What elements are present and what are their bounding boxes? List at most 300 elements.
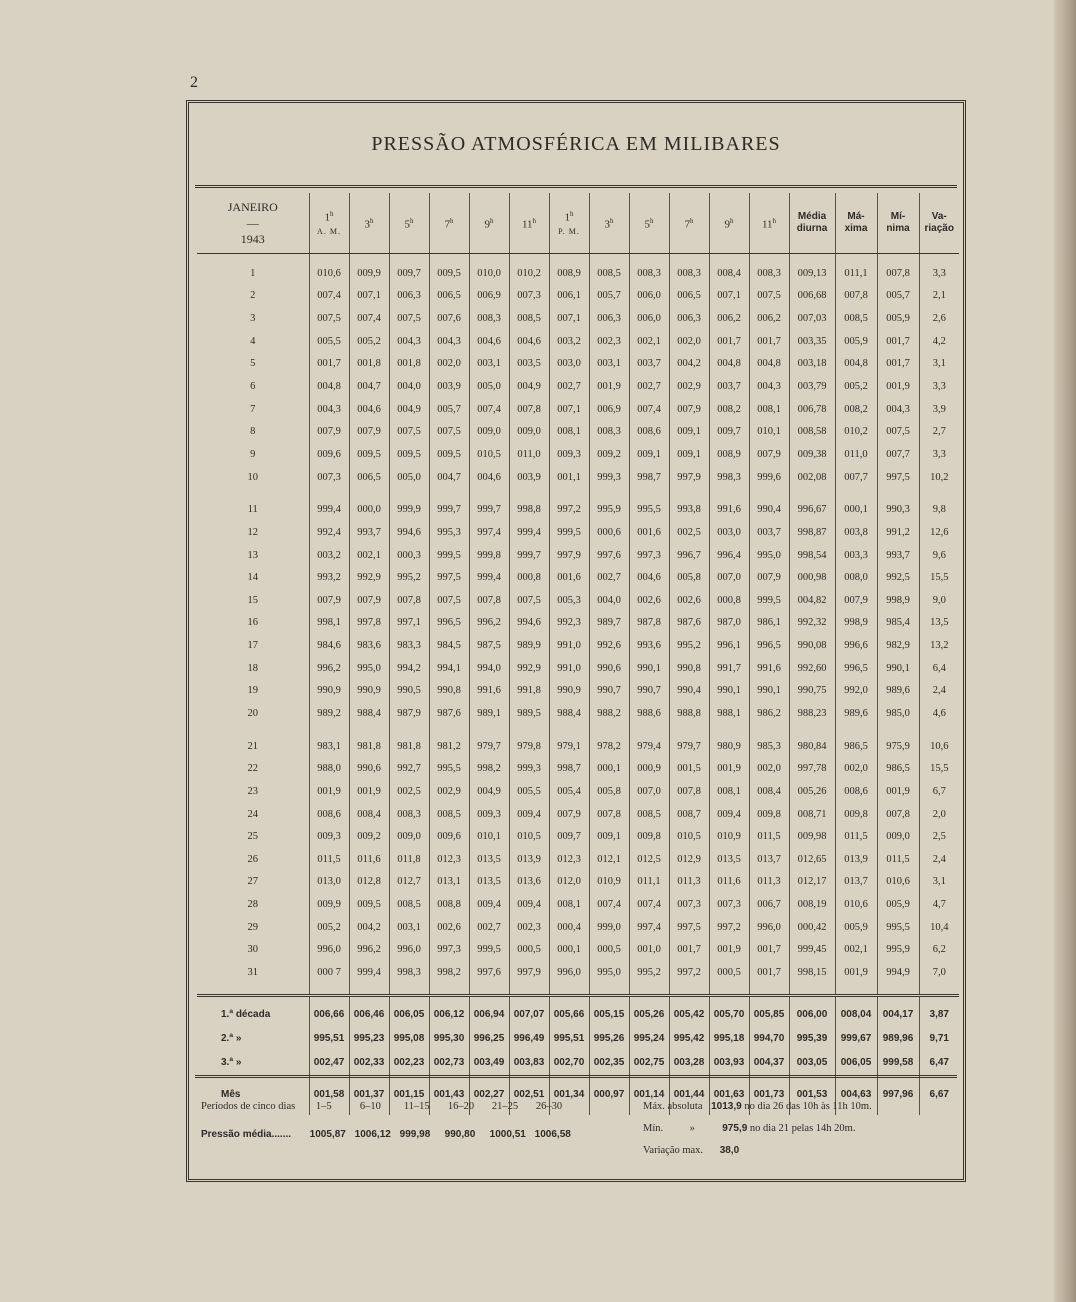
value-cell: 001,7 (877, 353, 919, 376)
table-row (197, 680, 959, 703)
value-cell: 011,6 (349, 848, 389, 871)
value-cell: 980,84 (789, 735, 835, 758)
value-cell: 013,0 (309, 871, 349, 894)
spacer-row (197, 488, 959, 498)
spacer-cell (789, 254, 835, 263)
period-mean: 1006,58 (534, 1129, 571, 1140)
summary-value: 001,58 (309, 1075, 349, 1115)
value-cell: 003,1 (389, 916, 429, 939)
value-cell: 003,1 (589, 353, 629, 376)
day-cell: 3 (250, 313, 256, 325)
value-cell: 993,7 (877, 544, 919, 567)
value-cell: 999,4 (309, 498, 349, 521)
value-cell: 003,7 (709, 375, 749, 398)
value-cell: 010,1 (749, 420, 789, 443)
summary-value: 002,75 (629, 1051, 669, 1075)
value-cell: 008,5 (389, 893, 429, 916)
value-cell: 005,8 (669, 566, 709, 589)
period-mean: 999,98 (399, 1129, 431, 1140)
month-dash: — (246, 216, 259, 230)
value-cell: 006,5 (669, 285, 709, 308)
value-cell: 989,7 (589, 612, 629, 635)
value-cell: 011,5 (877, 848, 919, 871)
value-cell: 008,5 (589, 262, 629, 285)
table-row (197, 916, 959, 939)
value-cell: 998,7 (549, 757, 589, 780)
value-cell: 992,4 (309, 521, 349, 544)
value-cell: 2,6 (919, 307, 959, 330)
period-range: 11–15 (403, 1101, 430, 1112)
value-cell: 005,4 (549, 780, 589, 803)
spacer-cell (589, 488, 629, 498)
day-cell: 1 (250, 267, 256, 279)
day-cell: 21 (247, 740, 258, 752)
minima-label-2: nima (886, 223, 910, 234)
value-cell: 006,2 (749, 307, 789, 330)
spacer-cell (469, 984, 509, 996)
value-cell: 009,5 (349, 443, 389, 466)
value-cell: 010,5 (509, 825, 549, 848)
spacer-cell (309, 254, 349, 263)
value-cell: 999,5 (749, 589, 789, 612)
value-cell: 10,6 (919, 735, 959, 758)
day-cell: 18 (247, 662, 258, 674)
spacer-cell (749, 488, 789, 498)
hour-unit: h (450, 217, 454, 226)
spacer-cell (589, 984, 629, 996)
value-cell: 009,2 (349, 825, 389, 848)
day-cell: 9 (250, 448, 256, 460)
media-header (789, 193, 835, 254)
value-cell: 006,0 (629, 285, 669, 308)
value-cell: 2,5 (919, 825, 959, 848)
value-cell: 013,5 (709, 848, 749, 871)
value-cell: 005,5 (509, 780, 549, 803)
value-cell: 006,0 (629, 307, 669, 330)
table-row (197, 375, 959, 398)
variacao-header (919, 193, 959, 254)
value-cell: 011,1 (835, 262, 877, 285)
value-cell: 991,6 (469, 680, 509, 703)
value-cell: 007,9 (669, 398, 709, 421)
value-cell: 997,5 (429, 566, 469, 589)
value-cell: 990,7 (589, 680, 629, 703)
value-cell: 975,9 (877, 735, 919, 758)
value-cell: 997,78 (789, 757, 835, 780)
value-cell: 000,5 (709, 961, 749, 984)
value-cell: 999,4 (349, 961, 389, 984)
header-row (197, 193, 959, 254)
value-cell: 002,9 (429, 780, 469, 803)
spacer-cell (509, 725, 549, 735)
value-cell: 998,8 (509, 498, 549, 521)
value-cell: 006,5 (349, 466, 389, 489)
value-cell: 001,8 (389, 353, 429, 376)
value-cell: 990,1 (629, 657, 669, 680)
value-cell: 981,2 (429, 735, 469, 758)
value-cell: 989,9 (509, 634, 549, 657)
value-cell: 999,7 (509, 544, 549, 567)
value-cell: 984,6 (309, 634, 349, 657)
value-cell: 987,5 (469, 634, 509, 657)
summary-value: 995,18 (709, 1027, 749, 1051)
value-cell: 013,7 (835, 871, 877, 894)
spacer-cell (309, 725, 349, 735)
value-cell: 988,1 (709, 702, 749, 725)
value-cell: 995,0 (589, 961, 629, 984)
value-cell: 992,6 (589, 634, 629, 657)
value-cell: 006,3 (389, 285, 429, 308)
spacer-cell (919, 984, 959, 996)
value-cell: 994,1 (429, 657, 469, 680)
value-cell: 000,42 (789, 916, 835, 939)
value-cell: 007,8 (877, 803, 919, 826)
value-cell: 997,9 (549, 544, 589, 567)
hour-unit: h (730, 217, 734, 226)
value-cell: 012,0 (549, 871, 589, 894)
value-cell: 991,2 (877, 521, 919, 544)
minima-header (877, 193, 919, 254)
value-cell: 009,3 (549, 443, 589, 466)
spacer-cell (629, 254, 669, 263)
value-cell: 007,0 (629, 780, 669, 803)
value-cell: 002,0 (835, 757, 877, 780)
value-cell: 987,0 (709, 612, 749, 635)
value-cell: 987,8 (629, 612, 669, 635)
value-cell: 979,8 (509, 735, 549, 758)
value-cell: 990,08 (789, 634, 835, 657)
value-cell: 004,8 (835, 353, 877, 376)
value-cell: 002,7 (469, 916, 509, 939)
summary-value: 002,33 (349, 1051, 389, 1075)
value-cell: 995,0 (349, 657, 389, 680)
value-cell: 008,3 (469, 307, 509, 330)
value-cell: 009,2 (589, 443, 629, 466)
summary-row (197, 995, 959, 1027)
summary-value: 001,37 (349, 1075, 389, 1115)
hour-unit: h (570, 210, 574, 219)
table-row (197, 420, 959, 443)
table-row (197, 612, 959, 635)
value-cell: 10,2 (919, 466, 959, 489)
value-cell: 998,87 (789, 521, 835, 544)
value-cell: 005,7 (429, 398, 469, 421)
value-cell: 002,6 (669, 589, 709, 612)
value-cell: 008,9 (549, 262, 589, 285)
table-row (197, 330, 959, 353)
value-cell: 008,3 (389, 803, 429, 826)
value-cell: 995,0 (749, 544, 789, 567)
value-cell: 2,4 (919, 848, 959, 871)
summary-value: 000,97 (589, 1075, 629, 1115)
value-cell: 005,9 (835, 330, 877, 353)
value-cell: 007,8 (469, 589, 509, 612)
value-cell: 7,0 (919, 961, 959, 984)
value-cell: 005,2 (835, 375, 877, 398)
summary-value: 001,15 (389, 1075, 429, 1115)
value-cell: 990,75 (789, 680, 835, 703)
day-cell: 19 (247, 685, 258, 697)
spacer-cell (835, 984, 877, 996)
value-cell: 992,60 (789, 657, 835, 680)
value-cell: 988,0 (309, 757, 349, 780)
value-cell: 008,6 (309, 803, 349, 826)
value-cell: 996,0 (309, 939, 349, 962)
value-cell: 012,3 (549, 848, 589, 871)
day-cell: 4 (250, 335, 256, 347)
spacer-cell (469, 725, 509, 735)
summary-value: 005,70 (709, 995, 749, 1027)
summary-value: 006,46 (349, 995, 389, 1027)
value-cell: 989,2 (309, 702, 349, 725)
value-cell: 2,0 (919, 803, 959, 826)
day-cell: 26 (247, 853, 258, 865)
summary-value: 002,70 (549, 1051, 589, 1075)
day-cell: 12 (247, 526, 258, 538)
value-cell: 007,1 (549, 307, 589, 330)
value-cell: 008,3 (669, 262, 709, 285)
spacer-cell (509, 984, 549, 996)
table-row (197, 262, 959, 285)
value-cell: 993,8 (669, 498, 709, 521)
value-cell: 004,9 (469, 780, 509, 803)
value-cell: 009,3 (469, 803, 509, 826)
summary-value: 002,27 (469, 1075, 509, 1115)
value-cell: 010,2 (835, 420, 877, 443)
value-cell: 999,6 (749, 466, 789, 489)
value-cell: 985,4 (877, 612, 919, 635)
spacer-cell (709, 254, 749, 263)
value-cell: 008,5 (629, 803, 669, 826)
value-cell: 008,58 (789, 420, 835, 443)
value-cell: 008,3 (749, 262, 789, 285)
spacer-cell (835, 488, 877, 498)
value-cell: 992,7 (389, 757, 429, 780)
summary-value: 005,42 (669, 995, 709, 1027)
value-cell: 007,9 (835, 589, 877, 612)
value-cell: 981,8 (389, 735, 429, 758)
spacer-row (197, 984, 959, 996)
value-cell: 999,3 (589, 466, 629, 489)
summary-value: 006,12 (429, 995, 469, 1027)
value-cell: 000,8 (709, 589, 749, 612)
value-cell: 001,7 (309, 353, 349, 376)
page-title: PRESSÃO ATMOSFÉRICA EM MILIBARES (371, 133, 781, 155)
title-divider (195, 185, 957, 188)
value-cell: 001,5 (669, 757, 709, 780)
hour-header-4 (429, 193, 469, 254)
day-cell: 15 (247, 594, 258, 606)
value-cell: 997,2 (669, 961, 709, 984)
table-row (197, 893, 959, 916)
value-cell: 990,8 (669, 657, 709, 680)
day-cell: 22 (247, 763, 258, 775)
value-cell: 009,8 (749, 803, 789, 826)
value-cell: 010,0 (469, 262, 509, 285)
table-row (197, 285, 959, 308)
value-cell: 013,7 (749, 848, 789, 871)
min-value: 975,9 (722, 1123, 748, 1134)
table-row (197, 871, 959, 894)
value-cell: 013,5 (469, 848, 509, 871)
value-cell: 990,7 (629, 680, 669, 703)
spacer-cell (549, 254, 589, 263)
value-cell: 005,9 (877, 893, 919, 916)
value-cell: 003,35 (789, 330, 835, 353)
value-cell: 004,6 (349, 398, 389, 421)
value-cell: 006,9 (589, 398, 629, 421)
day-cell: 23 (247, 785, 258, 797)
day-cell: 17 (247, 640, 258, 652)
value-cell: 000,6 (589, 521, 629, 544)
value-cell: 007,8 (509, 398, 549, 421)
value-cell: 000,1 (589, 757, 629, 780)
value-cell: 6,7 (919, 780, 959, 803)
value-cell: 003,0 (549, 353, 589, 376)
summary-value: 002,35 (589, 1051, 629, 1075)
spacer-cell (197, 488, 309, 498)
value-cell: 001,9 (589, 375, 629, 398)
value-cell: 3,1 (919, 353, 959, 376)
min-detail: no dia 21 pelas 14h 20m. (749, 1123, 856, 1134)
value-cell: 005,2 (349, 330, 389, 353)
value-cell: 997,3 (429, 939, 469, 962)
summary-value: 004,63 (835, 1075, 877, 1115)
summary-value: 001,14 (629, 1075, 669, 1115)
table-row (197, 702, 959, 725)
summary-value: 6,47 (919, 1051, 959, 1075)
value-cell: 002,0 (429, 353, 469, 376)
value-cell: 988,4 (349, 702, 389, 725)
max-absolute-line (643, 1101, 872, 1112)
value-cell: 013,5 (469, 871, 509, 894)
value-cell: 980,9 (709, 735, 749, 758)
value-cell: 996,2 (349, 939, 389, 962)
spacer-cell (919, 725, 959, 735)
value-cell: 009,0 (877, 825, 919, 848)
value-cell: 998,9 (835, 612, 877, 635)
value-cell: 979,7 (469, 735, 509, 758)
value-cell: 001,6 (629, 521, 669, 544)
value-cell: 2,1 (919, 285, 959, 308)
value-cell: 003,9 (429, 375, 469, 398)
value-cell: 990,8 (429, 680, 469, 703)
summary-value: 004,17 (877, 995, 919, 1027)
value-cell: 006,1 (549, 285, 589, 308)
day-cell: 31 (247, 967, 258, 979)
table-row (197, 657, 959, 680)
hour-unit: h (490, 217, 494, 226)
spacer-cell (429, 725, 469, 735)
value-cell: 007,9 (549, 803, 589, 826)
value-cell: 008,8 (429, 893, 469, 916)
value-cell: 001,6 (549, 566, 589, 589)
spacer-cell (629, 488, 669, 498)
value-cell: 001,7 (709, 330, 749, 353)
value-cell: 009,3 (309, 825, 349, 848)
spacer-cell (549, 984, 589, 996)
value-cell: 001,7 (749, 961, 789, 984)
value-cell: 009,1 (629, 443, 669, 466)
value-cell: 008,1 (709, 780, 749, 803)
hour-unit: h (690, 217, 694, 226)
value-cell: 996,2 (309, 657, 349, 680)
value-cell: 999,9 (389, 498, 429, 521)
value-cell: 000,5 (589, 939, 629, 962)
value-cell: 011,5 (835, 825, 877, 848)
value-cell: 008,3 (589, 420, 629, 443)
means-list (310, 1129, 580, 1140)
hour-header-6 (509, 193, 549, 254)
value-cell: 010,5 (669, 825, 709, 848)
value-cell: 998,2 (429, 961, 469, 984)
table-row (197, 521, 959, 544)
value-cell: 996,5 (749, 634, 789, 657)
value-cell: 986,5 (877, 757, 919, 780)
summary-label: Mês (221, 1089, 241, 1101)
table-row (197, 544, 959, 567)
value-cell: 007,5 (749, 285, 789, 308)
summary-value: 001,44 (669, 1075, 709, 1115)
value-cell: 998,54 (789, 544, 835, 567)
value-cell: 990,1 (709, 680, 749, 703)
hour-period: A. M. (317, 226, 341, 236)
hour-number: 3 (364, 218, 370, 231)
value-cell: 000,3 (389, 544, 429, 567)
summary-value: 995,39 (789, 1027, 835, 1051)
hour-number: 3 (604, 218, 610, 231)
month-header (197, 193, 309, 254)
summary-value: 995,26 (589, 1027, 629, 1051)
hour-number: 11 (761, 218, 773, 231)
value-cell: 996,2 (469, 612, 509, 635)
min-label: Mín. (643, 1123, 664, 1134)
value-cell: 007,8 (835, 285, 877, 308)
hour-unit: h (410, 217, 414, 226)
value-cell: 000,8 (509, 566, 549, 589)
max-value: 1013,9 (711, 1101, 742, 1112)
value-cell: 003,0 (709, 521, 749, 544)
period-range: 6–10 (359, 1101, 381, 1112)
period-range: 16–20 (447, 1101, 475, 1112)
value-cell: 002,7 (549, 375, 589, 398)
value-cell: 007,9 (349, 420, 389, 443)
value-cell: 005,26 (789, 780, 835, 803)
value-cell: 009,9 (349, 262, 389, 285)
value-cell: 009,4 (509, 893, 549, 916)
value-cell: 009,7 (549, 825, 589, 848)
value-cell: 012,7 (389, 871, 429, 894)
value-cell: 009,4 (509, 803, 549, 826)
hour-header-12 (749, 193, 789, 254)
value-cell: 005,7 (589, 285, 629, 308)
value-cell: 992,3 (549, 612, 589, 635)
value-cell: 007,5 (877, 420, 919, 443)
value-cell: 004,6 (469, 330, 509, 353)
hour-number: 7 (444, 218, 450, 231)
value-cell: 007,4 (309, 285, 349, 308)
summary-value: 001,53 (789, 1075, 835, 1115)
value-cell: 012,3 (429, 848, 469, 871)
summary-value: 001,34 (549, 1075, 589, 1115)
value-cell: 990,6 (349, 757, 389, 780)
value-cell: 007,4 (349, 307, 389, 330)
value-cell: 997,6 (589, 544, 629, 567)
summary-label: 3.ª » (221, 1057, 242, 1069)
value-cell: 995,5 (629, 498, 669, 521)
value-cell: 004,3 (389, 330, 429, 353)
value-cell: 000,4 (549, 916, 589, 939)
